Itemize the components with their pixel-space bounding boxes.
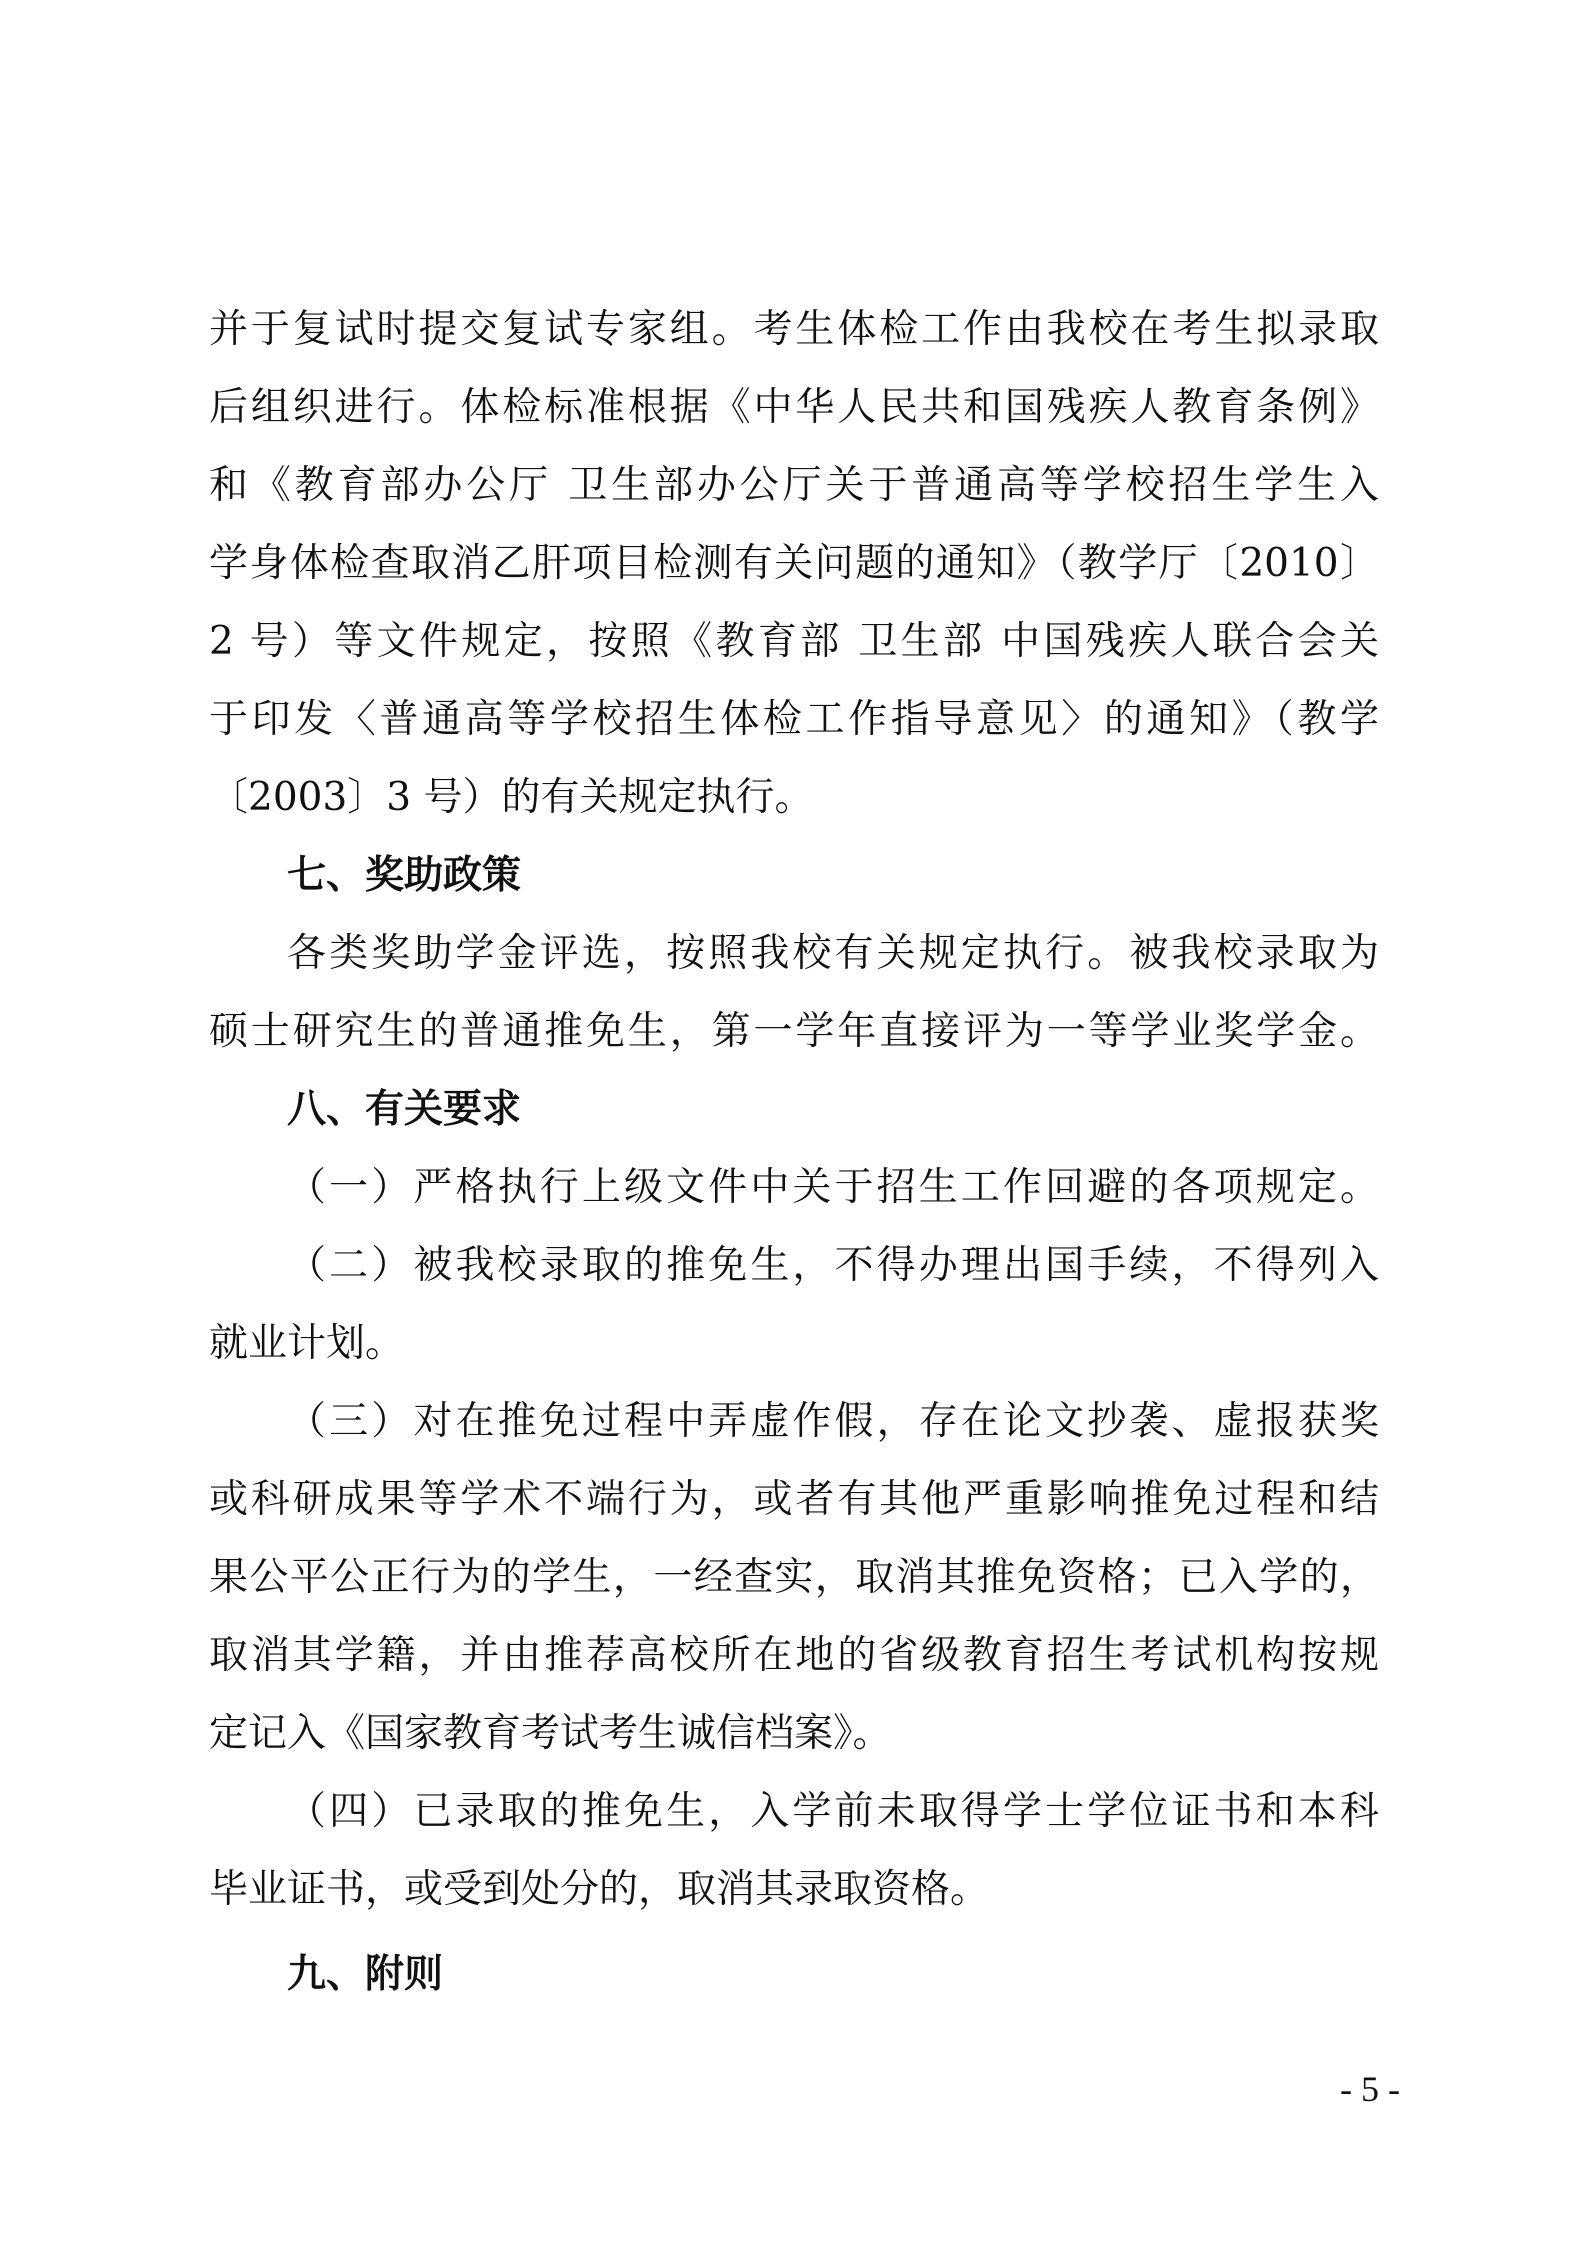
body-text-line: 硕士研究生的普通推免生，第一学年直接评为一等学业奖学金。	[209, 1009, 1379, 1054]
section-heading-8: 八、有关要求	[287, 1087, 522, 1132]
body-text-line: （三）对在推免过程中弄虚作假，存在论文抄袭、虚报获奖	[287, 1399, 1379, 1444]
body-text-line: 定记入《国家教育考试考生诚信档案》。	[209, 1711, 892, 1756]
body-text-line: 毕业证书，或受到处分的，取消其录取资格。	[209, 1867, 990, 1912]
body-text-line: （一）严格执行上级文件中关于招生工作回避的各项规定。	[287, 1165, 1379, 1210]
body-text-line: 果公平公正行为的学生，一经查实，取消其推免资格；已入学的，	[209, 1555, 1379, 1600]
body-text-line: （二）被我校录取的推免生，不得办理出国手续，不得列入	[287, 1243, 1379, 1288]
section-heading-9: 九、附则	[287, 1952, 444, 1997]
body-text-line: 各类奖助学金评选，按照我校有关规定执行。被我校录取为	[287, 931, 1379, 976]
section-heading-7: 七、奖助政策	[287, 853, 522, 898]
body-text-line: 后组织进行。体检标准根据《中华人民共和国残疾人教育条例》	[209, 385, 1379, 430]
body-text-line: 并于复试时提交复试专家组。考生体检工作由我校在考生拟录取	[209, 307, 1379, 352]
body-text-line: 取消其学籍，并由推荐高校所在地的省级教育招生考试机构按规	[209, 1633, 1379, 1678]
body-text-line: 或科研成果等学术不端行为，或者有其他严重影响推免过程和结	[209, 1477, 1379, 1522]
body-text-line: 2 号）等文件规定，按照《教育部 卫生部 中国残疾人联合会关	[209, 619, 1379, 664]
body-text-line: （四）已录取的推免生，入学前未取得学士学位证书和本科	[287, 1789, 1379, 1834]
body-text-line: 和《教育部办公厅 卫生部办公厅关于普通高等学校招生学生入	[209, 463, 1379, 508]
body-text-line: 〔2003〕3 号）的有关规定执行。	[209, 775, 814, 820]
body-text-line: 学身体检查取消乙肝项目检测有关问题的通知》（教学厅〔2010〕	[209, 541, 1379, 586]
page-number: - 5 -	[1340, 2069, 1400, 2109]
body-text-line: 于印发〈普通高等学校招生体检工作指导意见〉的通知》（教学	[209, 697, 1379, 742]
body-text-line: 就业计划。	[209, 1321, 405, 1366]
